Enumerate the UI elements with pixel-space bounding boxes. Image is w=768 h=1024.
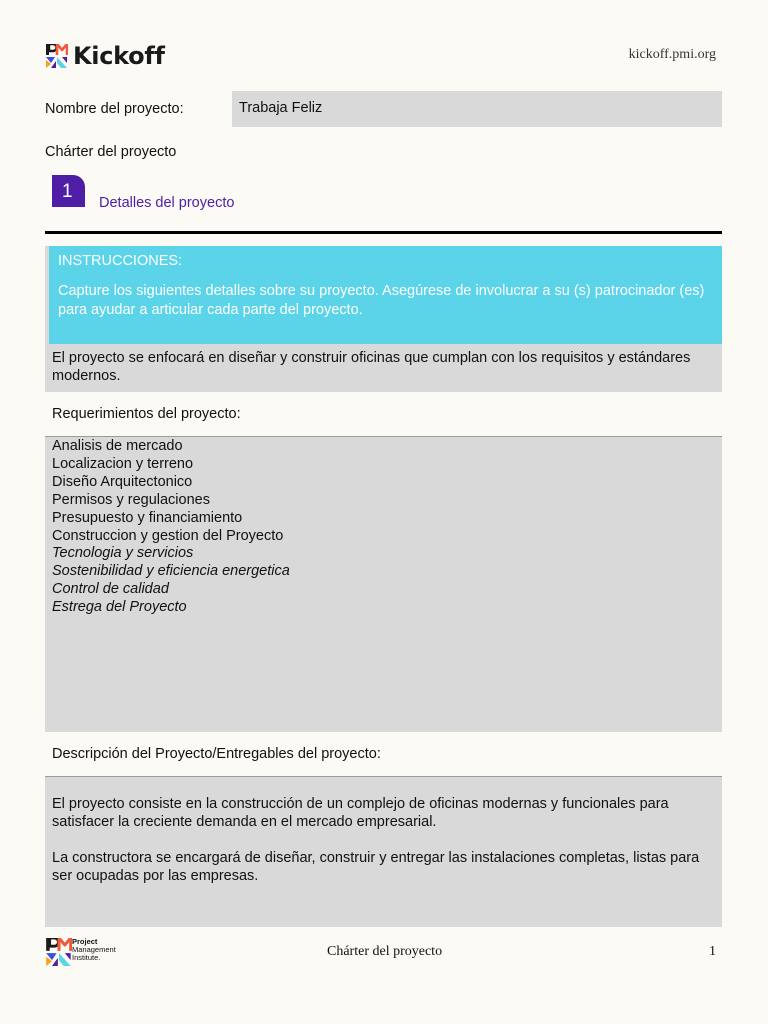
instructions-box — [49, 246, 722, 344]
instructions-title: INSTRUCCIONES: — [58, 253, 183, 269]
description-paragraph: La constructora se encargará de diseñar, construir y entregar las instalaciones completas, listas para ser ocupadas por las empresas. — [52, 850, 700, 884]
pmi-logo-icon — [46, 44, 68, 68]
org-line: Institute. — [72, 953, 101, 962]
project-name-field[interactable]: Trabaja Feliz — [232, 91, 722, 127]
charter-label: Chárter del proyecto — [45, 144, 177, 160]
requirement-item: Construccion y gestion del Proyecto — [52, 527, 284, 544]
description-label: Descripción del Proyecto/Entregables del proyecto: — [52, 746, 381, 762]
requirement-item: Control de calidad — [52, 581, 169, 598]
requirement-item: Permisos y regulaciones — [52, 491, 210, 508]
section-divider — [45, 231, 722, 234]
requirements-field[interactable] — [45, 436, 722, 732]
requirement-item: Sostenibilidad y eficiencia energetica — [52, 563, 290, 580]
section-number-badge: 1 — [52, 175, 85, 207]
kickoff-logo — [46, 42, 165, 70]
requirements-list — [52, 438, 290, 617]
project-summary-text[interactable]: El proyecto se enfocará en diseñar y construir oficinas que cumplan con los requisitos y estándares modernos. — [52, 350, 691, 384]
page-number: 1 — [709, 944, 716, 959]
requirement-item: Tecnologia y servicios — [52, 545, 194, 562]
project-name-label: Nombre del proyecto: — [45, 101, 184, 117]
pmi-logo-icon — [46, 938, 68, 962]
requirement-item: Presupuesto y financiamiento — [52, 509, 243, 526]
section-title: Detalles del proyecto — [99, 195, 235, 211]
org-line: Project — [72, 937, 98, 946]
org-line: Management — [72, 945, 116, 954]
instructions-text: Capture los siguientes detalles sobre su proyecto. Asegúrese de involucrar a su (s) patrocinador (es) para ayudar a articular cada parte del proyecto. — [58, 283, 705, 318]
site-url[interactable]: kickoff.pmi.org — [628, 47, 716, 62]
footer-document-title: Chárter del proyecto — [327, 944, 443, 959]
requirement-item: Estrega del Proyecto — [52, 599, 187, 616]
pmi-footer-logo — [46, 938, 116, 962]
requirement-item: Localizacion y terreno — [52, 455, 194, 472]
requirement-item: Analisis de mercado — [52, 438, 183, 454]
brand-name: Kickoff — [73, 42, 165, 70]
description-field[interactable] — [45, 776, 722, 927]
description-paragraph: El proyecto consiste en la construcción de un complejo de oficinas modernas y funcionales para satisfacer la creciente demanda en el mercado empresarial. — [52, 796, 669, 830]
requirement-item: Diseño Arquitectonico — [52, 473, 193, 490]
requirements-label: Requerimientos del proyecto: — [52, 406, 241, 422]
pmi-org-name — [72, 938, 116, 962]
